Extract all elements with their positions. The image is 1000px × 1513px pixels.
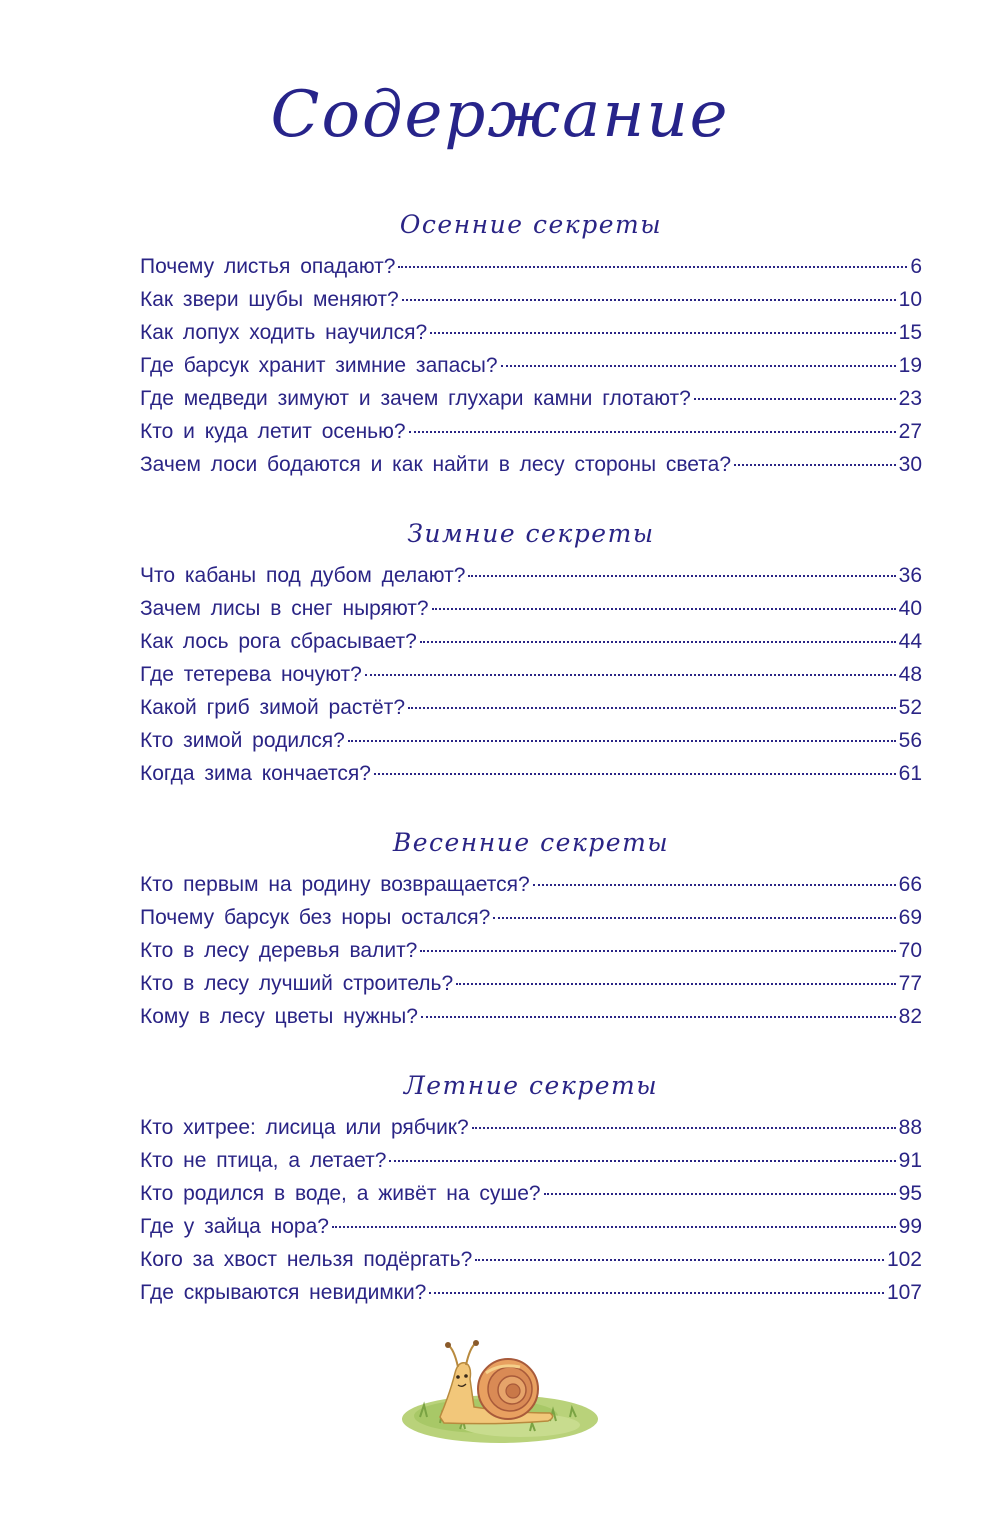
page-number: 102 [886,1248,922,1271]
dot-leader [429,1292,884,1294]
page-number: 30 [898,453,922,476]
page-number: 69 [898,906,922,929]
entry-label: Где у зайца нора? [140,1215,329,1238]
entry-label: Где скрываются невидимки? [140,1281,427,1304]
dot-leader [421,1016,896,1018]
dot-leader [365,674,896,676]
entry-label: Кого за хвост нельзя подёргать? [140,1248,473,1271]
section-title: Осенние секреты [399,210,663,239]
entry-label: Зачем лоси бодаются и как найти в лесу стороны света? [140,453,732,476]
entry-label: Кто и куда летит осенью? [140,420,406,443]
entry-label: Кому в лесу цветы нужны? [140,1005,418,1028]
entry-label: Какой гриб зимой растёт? [140,696,406,719]
toc-entry [140,625,922,658]
toc-entry [140,349,922,382]
entry-label: Кто зимой родился? [140,729,345,752]
dot-leader [389,1160,895,1162]
page-number: 15 [898,321,922,344]
toc-entry [140,967,922,1000]
page-number: 19 [898,354,922,377]
dot-leader [456,983,895,985]
entry-label: Кто не птица, а летает? [140,1149,387,1172]
dot-leader [432,608,896,610]
toc-section [140,509,922,790]
entry-label: Как лось рога сбрасывает? [140,630,417,653]
dot-leader [468,575,895,577]
section-title: Весенние секреты [392,828,670,857]
entry-label: Почему барсук без норы остался? [140,906,491,929]
dot-leader [374,773,896,775]
dot-leader [533,884,896,886]
page-number: 6 [910,255,922,278]
entry-label: Кто в лесу лучший строитель? [140,972,454,995]
page-number: 99 [898,1215,922,1238]
page-number: 48 [898,663,922,686]
page-number: 77 [898,972,922,995]
toc-entry [140,1111,922,1144]
section-title: Летние секреты [403,1071,659,1100]
toc-entry [140,1243,922,1276]
toc-entry [140,1276,922,1309]
page-number: 40 [898,597,922,620]
entry-label: Кто родился в воде, а живёт на суше? [140,1182,541,1205]
dot-leader [402,299,896,301]
dot-leader [430,332,895,334]
page-number: 66 [898,873,922,896]
toc-entry [140,415,922,448]
toc-entry [140,1144,922,1177]
dot-leader [501,365,896,367]
page-number: 61 [898,762,922,785]
dot-leader [694,398,896,400]
entry-label: Почему листья опадают? [140,255,396,278]
page-number: 91 [898,1149,922,1172]
page-number: 44 [898,630,922,653]
entry-label: Как лопух ходить научился? [140,321,428,344]
entry-label: Где медведи зимуют и зачем глухари камни глотают? [140,387,691,410]
dot-leader [420,641,896,643]
entry-label: Где барсук хранит зимние запасы? [140,354,498,377]
toc-entry [140,559,922,592]
toc-entry [140,316,922,349]
toc-entry [140,382,922,415]
entry-label: Когда зима кончается? [140,762,371,785]
toc-entry [140,868,922,901]
entry-label: Зачем лисы в снег ныряют? [140,597,429,620]
page-number: 52 [898,696,922,719]
dot-leader [348,740,896,742]
dot-leader [544,1193,896,1195]
entry-label: Кто хитрее: лисица или рябчик? [140,1116,469,1139]
toc-entry [140,448,922,481]
toc-entry [140,658,922,691]
toc-entry [140,934,922,967]
toc-entry [140,724,922,757]
dot-leader [472,1127,896,1129]
dot-leader [734,464,896,466]
entry-label: Кто первым на родину возвращается? [140,873,530,896]
toc-entry [140,1177,922,1210]
entry-label: Кто в лесу деревья валит? [140,939,418,962]
toc-entry [140,1000,922,1033]
page-number: 107 [886,1281,922,1304]
page-number: 82 [898,1005,922,1028]
entry-label: Что кабаны под дубом делают? [140,564,466,587]
page-number: 23 [898,387,922,410]
snail-on-grass-icon [400,1333,600,1448]
page-number: 27 [898,420,922,443]
toc-entry [140,250,922,283]
dot-leader [332,1226,896,1228]
toc-entry [140,283,922,316]
page-number: 88 [898,1116,922,1139]
toc-section [140,200,922,481]
dot-leader [420,950,895,952]
entry-label: Как звери шубы меняют? [140,288,399,311]
toc-entry [140,1210,922,1243]
dot-leader [398,266,907,268]
page-number: 95 [898,1182,922,1205]
dot-leader [408,707,896,709]
page-number: 70 [898,939,922,962]
section-title: Зимние секреты [407,519,655,548]
toc-section [140,818,922,1033]
toc-entry [140,901,922,934]
dot-leader [409,431,896,433]
toc-entry [140,691,922,724]
page-number: 56 [898,729,922,752]
page-title: Содержание [270,78,730,152]
table-of-contents [140,200,922,1337]
dot-leader [475,1259,884,1261]
toc-entry [140,757,922,790]
dot-leader [493,917,895,919]
toc-entry [140,592,922,625]
entry-label: Где тетерева ночуют? [140,663,362,686]
toc-section [140,1061,922,1309]
page-number: 36 [898,564,922,587]
page-number: 10 [898,288,922,311]
